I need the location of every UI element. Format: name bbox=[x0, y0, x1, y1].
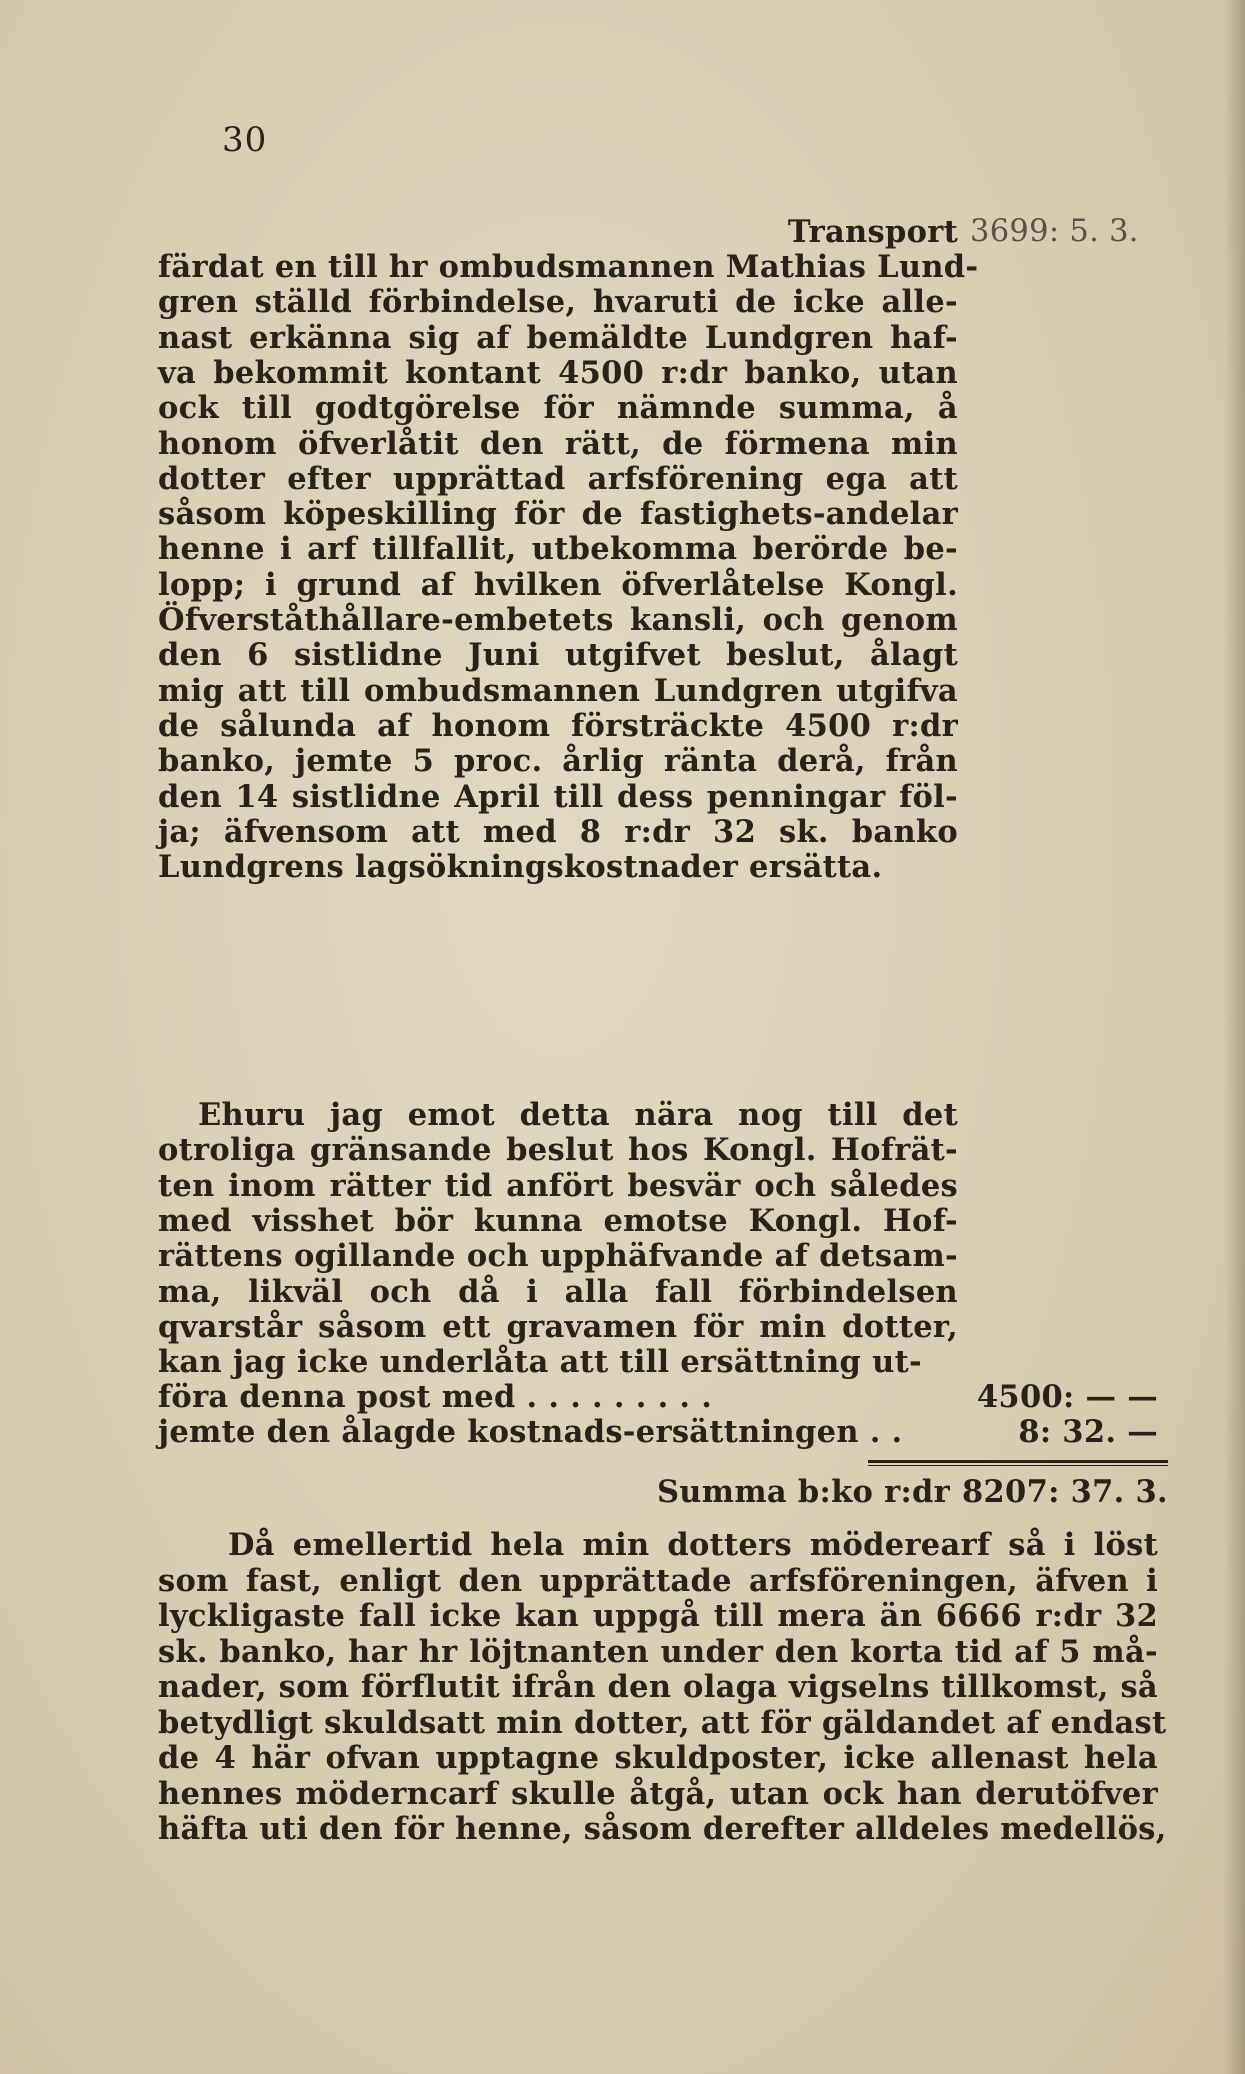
entry-1-value: 4500: — — bbox=[976, 1379, 1158, 1415]
p1-line: Lundgrens lagsökningskostnader ersätta. bbox=[158, 849, 883, 886]
p3-line: Då emellertid hela min dotters möderearf så i löst bbox=[228, 1527, 1158, 1563]
p3-line: nader, som förflutit ifrån den olaga vigselns tillkomst, så bbox=[158, 1669, 1158, 1705]
p1-line: de sålunda af honom försträckte 4500 r:dr bbox=[158, 707, 958, 744]
p1-line: färdat en till hr ombudsmannen Mathias Lund- bbox=[158, 249, 979, 285]
p2-line: qvarstår såsom ett gravamen för min dotter, bbox=[158, 1308, 958, 1345]
summa-value: 8207: 37. 3. bbox=[962, 1474, 1168, 1510]
p2-line: rättens ogillande och upphäfvande af detsam- bbox=[158, 1238, 958, 1275]
p1-line: honom öfverlåtit den rätt, de förmena min bbox=[158, 425, 958, 462]
p1-line: den 14 sistlidne April till dess penningar föl- bbox=[158, 778, 958, 815]
page-edge-shadow bbox=[1223, 0, 1245, 2074]
entry-2-text: jemte den ålagde kostnads-ersättningen . . bbox=[158, 1414, 903, 1450]
p3-line: häfta uti den för henne, såsom derefter alldeles medellös, bbox=[158, 1811, 1167, 1847]
p3-line: sk. banko, har hr löjtnanten under den korta tid af 5 må- bbox=[158, 1633, 1158, 1670]
p1-line: henne i arf tillfallit, utbekomma berörde be- bbox=[158, 531, 958, 568]
transport-value: 3699: 5. 3. bbox=[970, 214, 1139, 249]
p2-line: ten inom rätter tid anfört besvär och således bbox=[158, 1167, 958, 1204]
p1-line: lopp; i grund af hvilken öfverlåtelse Kongl. bbox=[158, 566, 958, 603]
p3-line: som fast, enligt den upprättade arfsföreningen, äfven i bbox=[158, 1562, 1158, 1599]
p3-line: lyckligaste fall icke kan uppgå till mera än 6666 r:dr 32 bbox=[158, 1598, 1158, 1634]
summa-label: Summa b:ko r:dr bbox=[656, 1474, 950, 1510]
sum-rule bbox=[868, 1460, 1168, 1463]
p2-line: ma, likväl och då i alla fall förbindelsen bbox=[158, 1273, 958, 1310]
p3-line: betydligt skuldsatt min dotter, att för gäldandet af endast bbox=[158, 1704, 1167, 1741]
sum-rule-thin bbox=[868, 1465, 1168, 1466]
p2-line: otroliga gränsande beslut hos Kongl. Hofrät- bbox=[158, 1132, 958, 1169]
p1-line: gren ställd förbindelse, hvaruti de icke alle- bbox=[158, 284, 958, 321]
p1-line: dotter efter upprättad arfsförening ega att bbox=[158, 460, 958, 497]
p2-line: kan jag icke underlåta att till ersättning ut- bbox=[158, 1344, 922, 1381]
p1-line: banko, jemte 5 proc. årlig ränta derå, från bbox=[158, 743, 958, 780]
p1-line: va bekommit kontant 4500 r:dr banko, utan bbox=[158, 354, 958, 391]
p2-line: Ehuru jag emot detta nära nog till det bbox=[198, 1097, 958, 1133]
p1-line: Öfverståthållare-embetets kansli, och genom bbox=[158, 602, 958, 638]
p1-line: såsom köpeskilling för de fastighets-andelar bbox=[158, 496, 958, 533]
entry-1-text: föra denna post med . . . . . . . . . bbox=[158, 1379, 713, 1415]
transport-label: Transport bbox=[787, 214, 958, 250]
p1-line: den 6 sistlidne Juni utgifvet beslut, ålagt bbox=[158, 637, 958, 674]
entry-2-value: 8: 32. — bbox=[1018, 1414, 1158, 1450]
p3-line: de 4 här ofvan upptagne skuldposter, icke allenast hela bbox=[158, 1740, 1158, 1776]
p3-line: hennes möderncarf skulle åtgå, utan ock han derutöfver bbox=[158, 1775, 1158, 1812]
p2-line: med visshet bör kunna emotse Kongl. Hof- bbox=[158, 1202, 958, 1239]
p1-line: ja; äfvensom att med 8 r:dr 32 sk. banko bbox=[158, 813, 958, 850]
p1-line: ock till godtgörelse för nämnde summa, å bbox=[158, 390, 958, 427]
p1-line: nast erkänna sig af bemäldte Lundgren haf- bbox=[158, 319, 958, 356]
page-number: 30 bbox=[222, 120, 268, 160]
p1-line: mig att till ombudsmannen Lundgren utgifva bbox=[158, 672, 958, 709]
